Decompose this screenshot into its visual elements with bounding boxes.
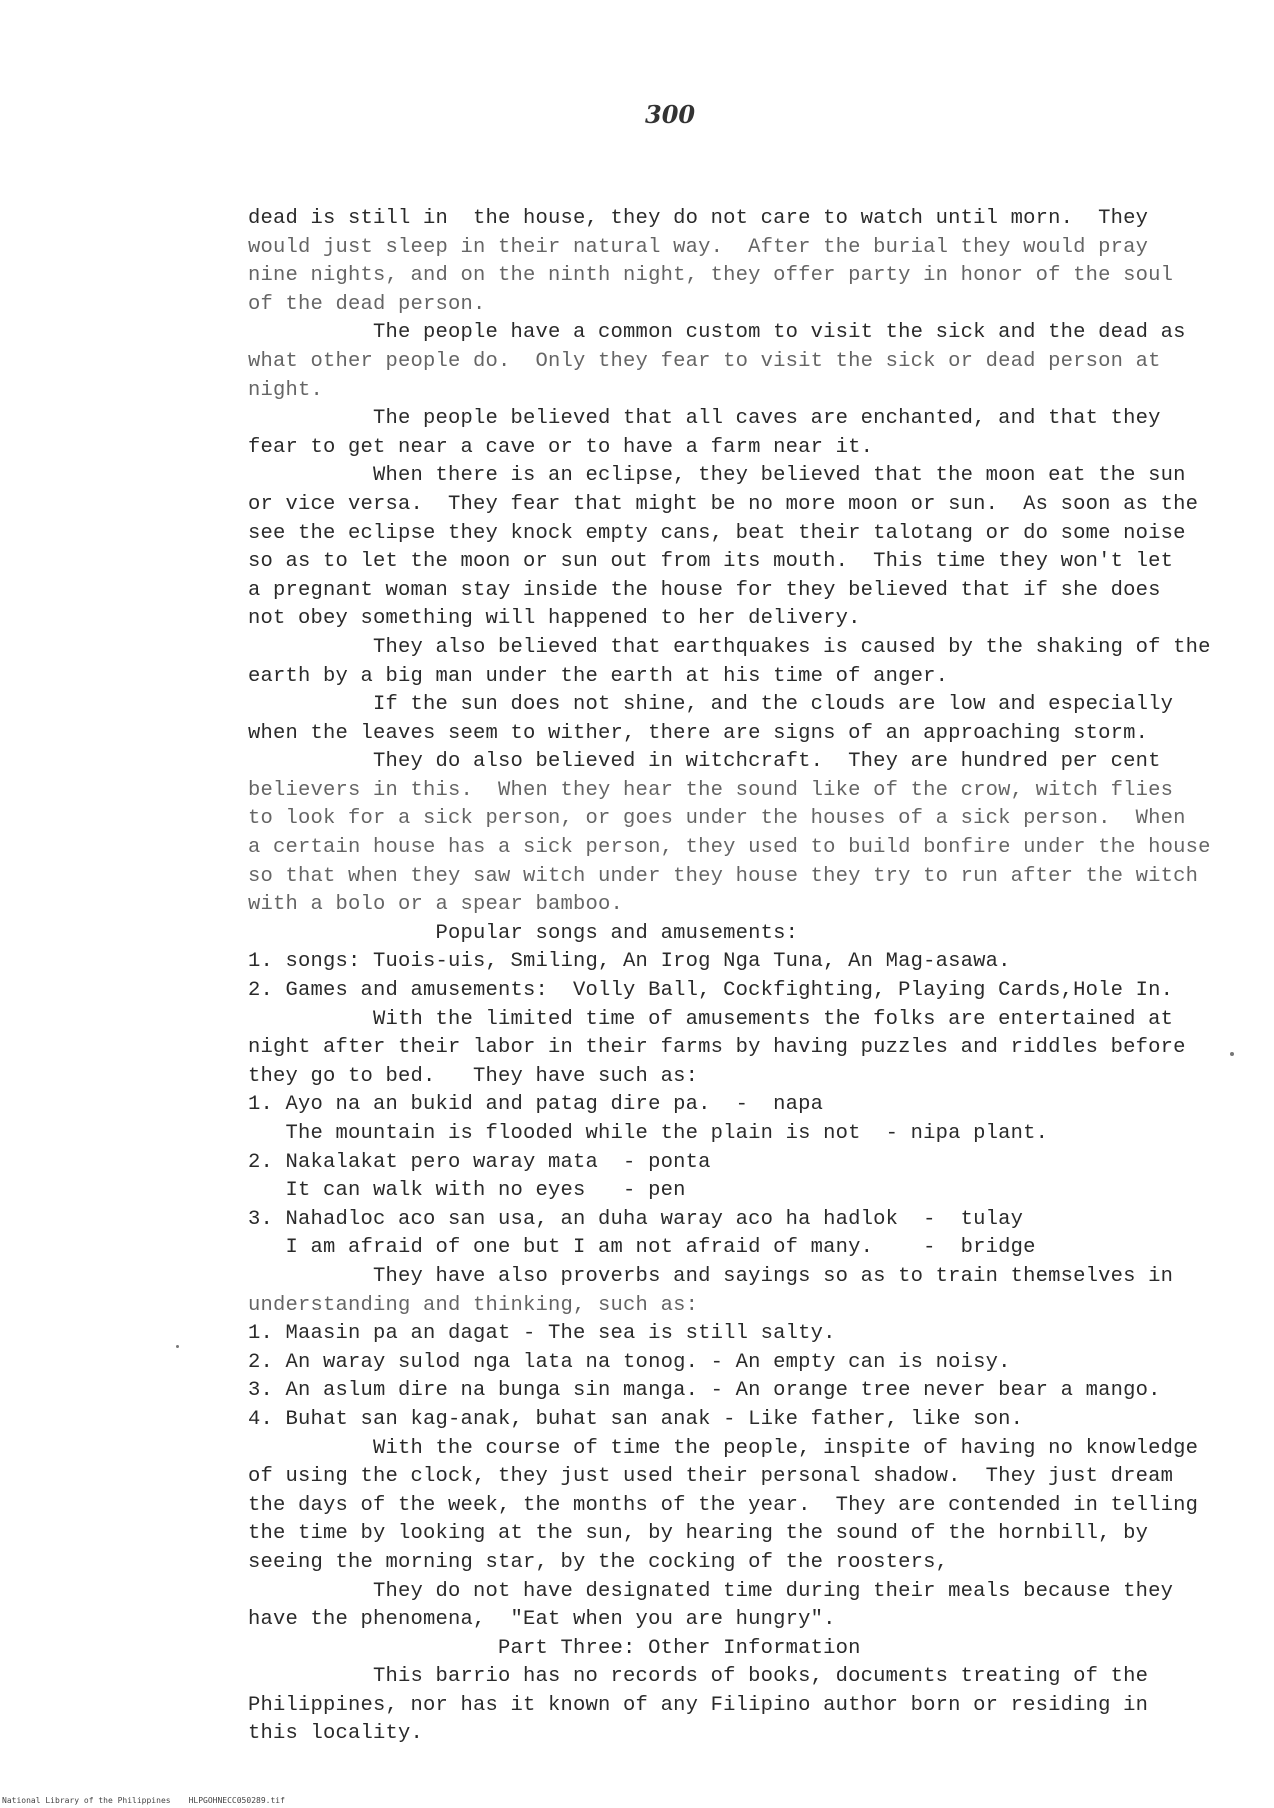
text-line: with a bolo or a spear bamboo. <box>248 893 624 917</box>
text-line: nine nights, and on the ninth night, they offer party in honor of the soul <box>248 264 1174 288</box>
text-line: This barrio has no records of books, documents treating of the <box>248 1665 1149 1689</box>
footer-library: National Library of the Philippines <box>2 1796 171 1805</box>
text-line: a pregnant woman stay inside the house for they believed that if she does <box>248 578 1161 602</box>
text-line: what other people do. Only they fear to visit the sick or dead person at <box>248 349 1161 373</box>
text-line: dead is still in the house, they do not care to watch until morn. They <box>248 207 1149 230</box>
footer-file-id: HLPGOHNECC050289.tif <box>188 1796 285 1805</box>
text-line: They also believed that earthquakes is caused by the shaking of the <box>248 635 1211 659</box>
text-line: With the course of time the people, inspite of having no knowledge <box>248 1436 1199 1460</box>
text-line: of the dead person. <box>248 292 486 316</box>
text-line: a certain house has a sick person, they used to build bonfire under the house <box>248 836 1211 860</box>
text-line: to look for a sick person, or goes under the houses of a sick person. When <box>248 807 1186 831</box>
text-line: they go to bed. They have such as: <box>248 1064 699 1088</box>
text-line: 4. Buhat san kag-anak, buhat san anak - Like father, like son. <box>248 1407 1024 1431</box>
text-line: It can walk with no eyes - pen <box>248 1179 686 1203</box>
text-line: earth by a big man under the earth at his time of anger. <box>248 664 949 688</box>
text-line: night after their labor in their farms by having puzzles and riddles before <box>248 1036 1186 1060</box>
text-line: this locality. <box>248 1722 424 1746</box>
text-line: With the limited time of amusements the folks are entertained at <box>248 1007 1174 1031</box>
scan-speck <box>1230 1052 1234 1056</box>
text-line: of using the clock, they just used their personal shadow. They just dream <box>248 1465 1174 1489</box>
text-line: night. <box>248 378 324 402</box>
text-line: have the phenomena, "Eat when you are hungry". <box>248 1608 836 1632</box>
text-line: the time by looking at the sun, by hearing the sound of the hornbill, by <box>248 1522 1149 1546</box>
text-line: fear to get near a cave or to have a farm near it. <box>248 435 874 459</box>
text-line: Philippines, nor has it known of any Filipino author born or residing in <box>248 1693 1149 1717</box>
text-line: The mountain is flooded while the plain is not - nipa plant. <box>248 1122 1049 1145</box>
document-body <box>248 205 1211 1749</box>
text-line: or vice versa. They fear that might be no more moon or sun. As soon as the <box>248 492 1199 516</box>
text-line: see the eclipse they knock empty cans, beat their talotang or do some noise <box>248 521 1186 545</box>
text-line: I am afraid of one but I am not afraid of many. - bridge <box>248 1236 1036 1260</box>
text-line: would just sleep in their natural way. After the burial they would pray <box>248 235 1149 259</box>
text-line: not obey something will happened to her delivery. <box>248 607 861 631</box>
text-line: 2. Games and amusements: Volly Ball, Cockfighting, Playing Cards,Hole In. <box>248 979 1174 1003</box>
text-line: When there is an eclipse, they believed that the moon eat the sun <box>248 464 1186 488</box>
text-line: 1. songs: Tuois-uis, Smiling, An Irog Nga Tuna, An Mag-asawa. <box>248 950 1011 974</box>
scan-speck <box>176 1345 179 1348</box>
text-line: 2. Nakalakat pero waray mata - ponta <box>248 1150 711 1174</box>
text-line: The people believed that all caves are enchanted, and that they <box>248 407 1161 431</box>
text-line: the days of the week, the months of the year. They are contended in telling <box>248 1493 1199 1517</box>
text-line: understanding and thinking, such as: <box>248 1293 699 1317</box>
text-line: 2. An waray sulod nga lata na tonog. - An empty can is noisy. <box>248 1350 1011 1374</box>
page-footer <box>2 1796 285 1805</box>
text-line: They have also proverbs and sayings so as to train themselves in <box>248 1264 1174 1288</box>
text-line: 1. Ayo na an bukid and patag dire pa. - napa <box>248 1093 824 1117</box>
text-line: believers in this. When they hear the sound like of the crow, witch flies <box>248 778 1174 802</box>
text-line: 3. Nahadloc aco san usa, an duha waray aco ha hadlok - tulay <box>248 1207 1024 1231</box>
text-line: so that when they saw witch under they house they try to run after the witch <box>248 864 1199 888</box>
text-line: so as to let the moon or sun out from its mouth. This time they won't let <box>248 550 1174 574</box>
text-line: Popular songs and amusements: <box>248 921 799 945</box>
text-line: 3. An aslum dire na bunga sin manga. - An orange tree never bear a mango. <box>248 1379 1161 1403</box>
text-line: 1. Maasin pa an dagat - The sea is still salty. <box>248 1322 836 1346</box>
text-line: seeing the morning star, by the cocking of the roosters, <box>248 1550 949 1574</box>
text-line: They do not have designated time during their meals because they <box>248 1579 1174 1603</box>
text-line: when the leaves seem to wither, there are signs of an approaching storm. <box>248 721 1149 745</box>
text-line: If the sun does not shine, and the clouds are low and especially <box>248 693 1174 717</box>
text-line: They do also believed in witchcraft. They are hundred per cent <box>248 750 1161 774</box>
text-line: The people have a common custom to visit the sick and the dead as <box>248 321 1186 345</box>
text-line: Part Three: Other Information <box>248 1636 861 1660</box>
page-number: 300 <box>645 100 696 129</box>
